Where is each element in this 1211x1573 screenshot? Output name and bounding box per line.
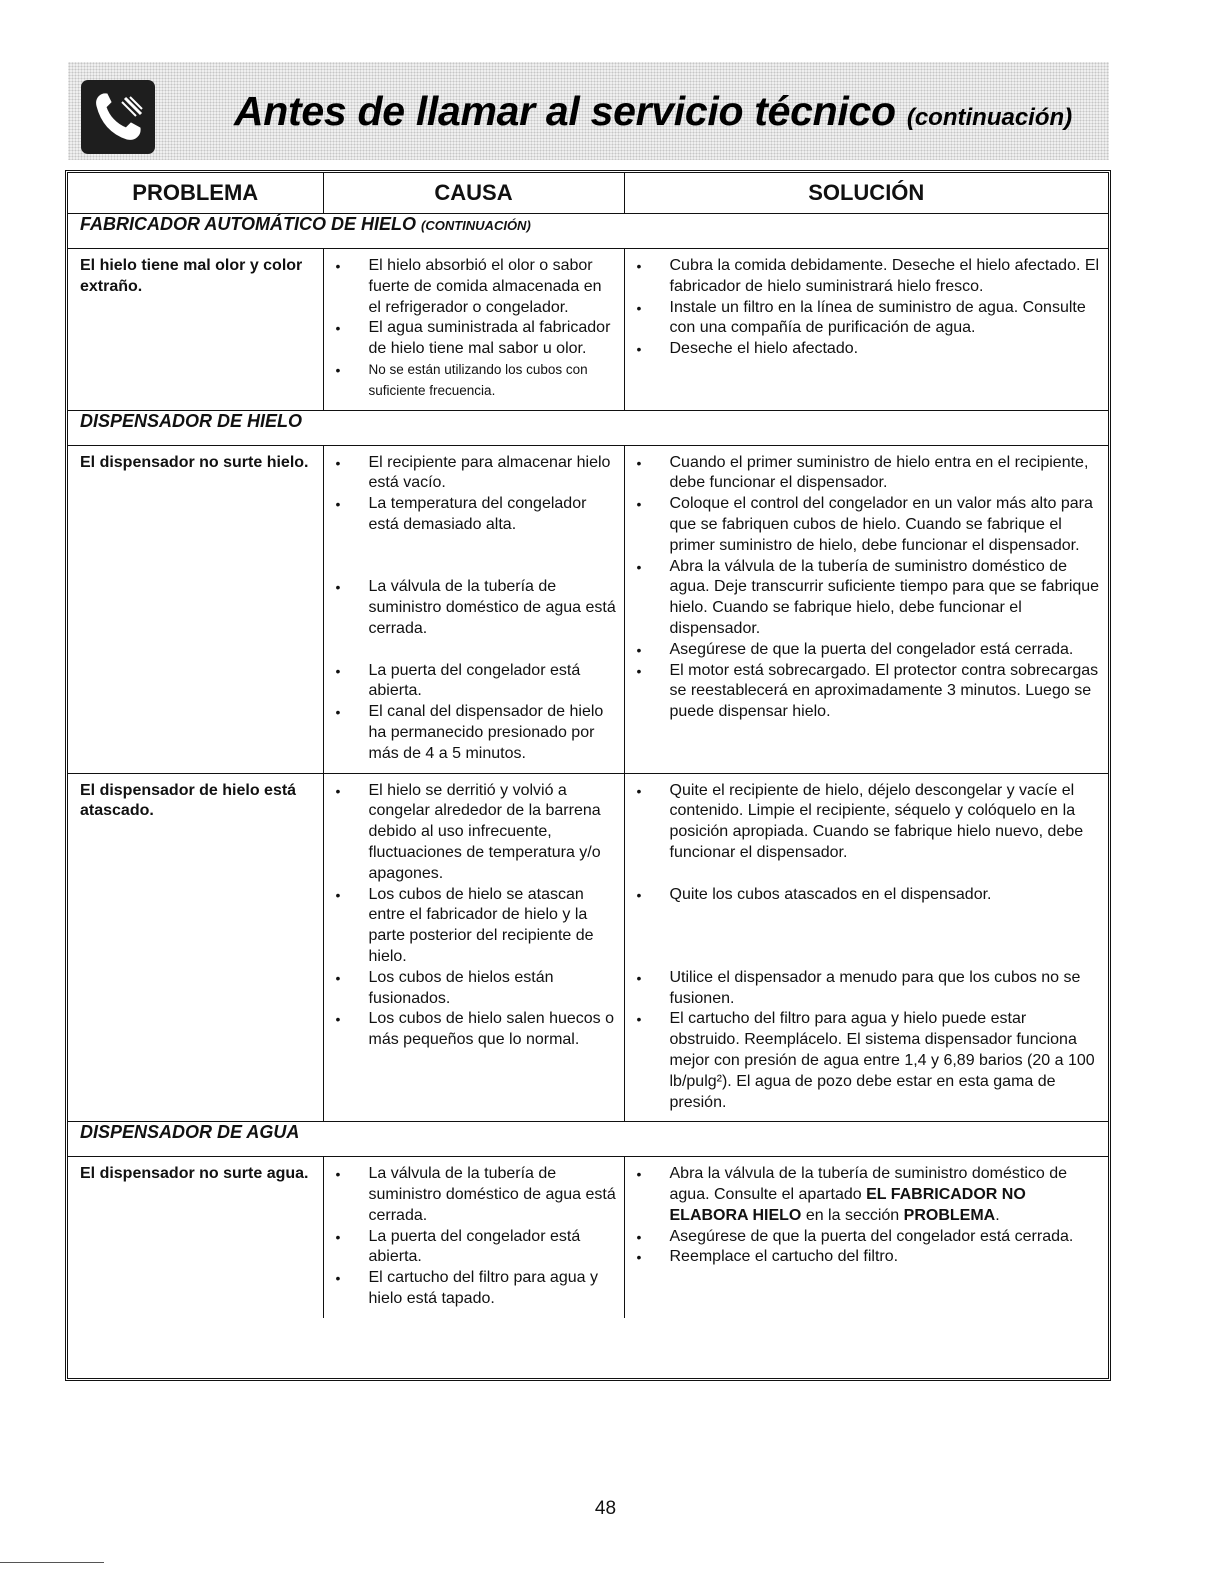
solution-item: • Quite el recipiente de hielo, déjelo descongelar y vacíe el contenido. Limpie el recipiente, séquelo y colóquelo en la posición apropiada. Cuando se fabrique hielo nuevo, debe funcionar el dispensador. — [625, 781, 1101, 885]
cause-item: • El agua suministrada al fabricador de hielo tiene mal sabor u olor. — [324, 318, 618, 360]
cause-item: • No se están utilizando los cubos con suficiente frecuencia. — [324, 360, 618, 402]
section-row — [68, 214, 1108, 249]
solution-item: • Instale un filtro en la línea de suministro de agua. Consulte con una compañía de purificación de agua. — [625, 298, 1101, 340]
solution-item: • Quite los cubos atascados en el dispensador. — [625, 885, 1101, 968]
solution-item: • Utilice el dispensador a menudo para que los cubos no se fusionen. — [625, 968, 1101, 1010]
solution-cell — [624, 249, 1108, 411]
cause-item: • La válvula de la tubería de suministro doméstico de agua está cerrada. — [324, 1164, 618, 1226]
table-row — [68, 445, 1108, 773]
solution-item: • El motor está sobrecargado. El protector contra sobrecargas se reestablecerá en aproximadamente 3 minutos. Luego se puede dispensar hielo. — [625, 661, 1101, 723]
page-title: Antes de llamar al servicio técnico (continuación) — [234, 88, 1073, 134]
solution-item: • Coloque el control del congelador en un valor más alto para que se fabriquen cubos de hielo. Cuando se fabrique el primer suministro de hielo, debe funcionar el dispensador. — [625, 494, 1101, 556]
column-header-solution: SOLUCIÓN — [624, 173, 1108, 214]
page-subtitle: (continuación) — [906, 104, 1073, 131]
solution-item: • Asegúrese de que la puerta del congelador está cerrada. — [625, 640, 1101, 661]
solution-item: • Asegúrese de que la puerta del congelador está cerrada. — [625, 1227, 1101, 1248]
section-row — [68, 1122, 1108, 1157]
solution-item: • El cartucho del filtro para agua y hielo puede estar obstruido. Reemplácelo. El sistema dispensador funciona mejor con presión de agua entre 1,4 y 6,89 barios (20 a 100 lb/pulg²). El agua de pozo debe estar en esta gama de presión. — [625, 1009, 1101, 1113]
section-row — [68, 410, 1108, 445]
footer-rule — [0, 1562, 104, 1563]
cause-item: • El canal del dispensador de hielo ha permanecido presionado por más de 4 a 5 minutos. — [324, 702, 618, 764]
solution-cell — [624, 1157, 1108, 1318]
solution-item: • Abra la válvula de la tubería de suministro doméstico de agua. Consulte el apartado EL FABRICADOR NO ELABORA HIELO en la sección PROBLEMA. — [625, 1164, 1101, 1226]
cause-item: • La puerta del congelador está abierta. — [324, 661, 618, 703]
column-header-problem: PROBLEMA — [68, 173, 323, 214]
column-header-cause: CAUSA — [323, 173, 624, 214]
solution-item: • Cubra la comida debidamente. Deseche el hielo afectado. El fabricador de hielo suministrará hielo fresco. — [625, 256, 1101, 298]
solution-item: • Abra la válvula de la tubería de suministro doméstico de agua. Deje transcurrir suficiente tiempo para que se fabrique hielo. Cuando se fabrique hielo, debe funcionar el dispensador. — [625, 557, 1101, 640]
solution-cell — [624, 445, 1108, 773]
section-title: DISPENSADOR DE HIELO — [68, 410, 1108, 445]
solution-item: • Reemplace el cartucho del filtro. — [625, 1247, 1101, 1268]
solution-item: • Cuando el primer suministro de hielo entra en el recipiente, debe funcionar el dispensador. — [625, 453, 1101, 495]
cause-item: • La temperatura del congelador está demasiado alta. — [324, 494, 618, 577]
cause-cell — [323, 249, 624, 411]
cause-item: • La puerta del congelador está abierta. — [324, 1227, 618, 1269]
table-header-row — [68, 173, 1108, 214]
table-row — [68, 1157, 1108, 1318]
cause-item: • Los cubos de hielos están fusionados. — [324, 968, 618, 1010]
solution-item: • Deseche el hielo afectado. — [625, 339, 1101, 360]
problem-cell: El dispensador no surte agua. — [68, 1157, 323, 1318]
section-title: DISPENSADOR DE AGUA — [68, 1122, 1108, 1157]
page-number: 48 — [594, 1498, 617, 1519]
problem-cell: El dispensador de hielo está atascado. — [68, 773, 323, 1122]
problem-cell: El hielo tiene mal olor y color extraño. — [68, 249, 323, 411]
cause-item: • El hielo se derritió y volvió a congelar alrededor de la barrena debido al uso infrecuente, fluctuaciones de temperatura y/o apagones. — [324, 781, 618, 885]
cause-item: • La válvula de la tubería de suministro doméstico de agua está cerrada. — [324, 577, 618, 660]
cause-item: • El recipiente para almacenar hielo está vacío. — [324, 453, 618, 495]
table-row — [68, 773, 1108, 1122]
troubleshooting-table — [65, 170, 1111, 1381]
cause-cell — [323, 445, 624, 773]
phone-icon — [81, 80, 155, 154]
cause-cell — [323, 1157, 624, 1318]
cause-item: • Los cubos de hielo se atascan entre el fabricador de hielo y la parte posterior del recipiente de hielo. — [324, 885, 618, 968]
cause-cell — [323, 773, 624, 1122]
section-title: FABRICADOR AUTOMÁTICO DE HIELO (CONTINUACIÓN) — [68, 214, 1108, 249]
table-row — [68, 249, 1108, 411]
cause-item: • El cartucho del filtro para agua y hielo está tapado. — [324, 1268, 618, 1310]
problem-cell: El dispensador no surte hielo. — [68, 445, 323, 773]
solution-cell — [624, 773, 1108, 1122]
cause-item: • El hielo absorbió el olor o sabor fuerte de comida almacenada en el refrigerador o congelador. — [324, 256, 618, 318]
cause-item: • Los cubos de hielo salen huecos o más pequeños que lo normal. — [324, 1009, 618, 1051]
